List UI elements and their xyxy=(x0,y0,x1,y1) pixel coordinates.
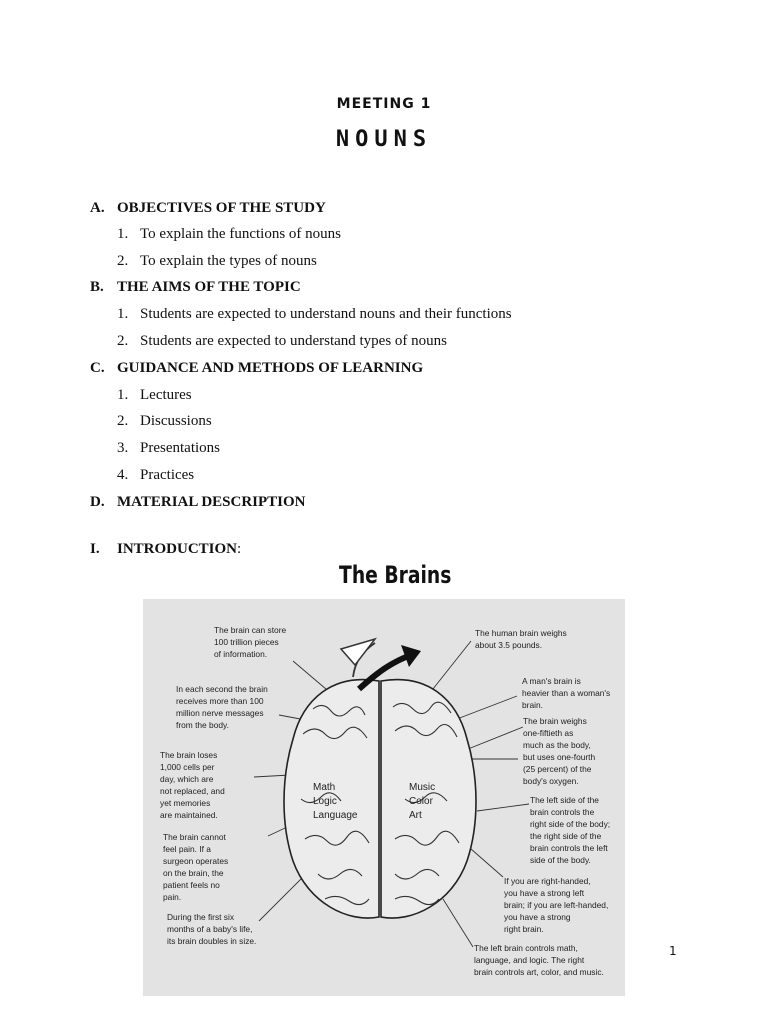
item-number: 3. xyxy=(117,440,129,456)
annotation-second: In each second the brain receives more than 100 million nerve messages from the body. xyxy=(176,684,268,730)
item-number: 2. xyxy=(117,413,129,429)
section-letter: A. xyxy=(90,200,105,216)
section-d-heading xyxy=(90,494,306,511)
list-item xyxy=(117,413,212,430)
item-number: 1. xyxy=(117,387,129,403)
section-title: MATERIAL DESCRIPTION xyxy=(117,494,306,510)
brain-figure xyxy=(143,599,625,996)
section-letter: I. xyxy=(90,541,100,557)
section-i-heading xyxy=(90,541,241,558)
annotation-mans: A man's brain is heavier than a woman's brain. xyxy=(522,676,611,710)
item-text: To explain the types of nouns xyxy=(140,253,317,269)
annotation-handed: If you are right-handed, you have a strong left brain; if you are left-handed, you have a strong right brain. xyxy=(504,876,609,934)
item-number: 1. xyxy=(117,226,129,242)
section-c-heading xyxy=(90,360,423,377)
list-item xyxy=(117,387,192,404)
item-text: Practices xyxy=(140,467,195,483)
list-item xyxy=(117,467,194,484)
right-hemisphere-labels: Music Color Art xyxy=(409,782,436,821)
section-b-heading xyxy=(90,279,301,296)
section-letter: B. xyxy=(90,279,104,295)
section-letter: C. xyxy=(90,360,105,376)
annotation-loses: The brain loses 1,000 cells per day, which are not replaced, and yet memories are maintained. xyxy=(160,750,225,820)
meeting-heading: MEETING 1 xyxy=(336,96,432,112)
item-number: 4. xyxy=(117,467,129,483)
list-item xyxy=(117,440,220,457)
list-item xyxy=(117,253,317,270)
item-text: Students are expected to understand nouns and their functions xyxy=(140,306,512,322)
item-number: 2. xyxy=(117,333,129,349)
item-number: 1. xyxy=(117,306,129,322)
item-text: Presentations xyxy=(140,440,220,456)
annotation-pain: The brain cannot feel pain. If a surgeon operates on the brain, the patient feels no pain. xyxy=(163,832,229,902)
section-a-heading xyxy=(90,200,326,217)
page-title: NOUNS xyxy=(335,127,433,152)
annotation-weighs: The human brain weighs about 3.5 pounds. xyxy=(475,628,567,650)
section-title: OBJECTIVES OF THE STUDY xyxy=(117,200,326,216)
annotation-leftside: The left side of the brain controls the right side of the body; the right side of the brain controls the left side of the body. xyxy=(530,795,611,865)
page-number: 1 xyxy=(669,944,677,958)
annotation-fiftieth: The brain weighs one-fiftieth as much as the body, but uses one-fourth (25 percent) of the body's oxygen. xyxy=(523,716,596,786)
figure-title: The Brains xyxy=(339,561,452,589)
section-letter: D. xyxy=(90,494,105,510)
section-title: INTRODUCTION xyxy=(117,541,238,557)
annotation-store: The brain can store 100 trillion pieces of information. xyxy=(214,625,287,659)
section-title: GUIDANCE AND METHODS OF LEARNING xyxy=(117,360,424,376)
item-text: To explain the functions of nouns xyxy=(140,226,341,242)
list-item xyxy=(117,333,447,350)
item-text: Lectures xyxy=(140,387,192,403)
list-item xyxy=(117,226,341,243)
section-title-colon: : xyxy=(237,541,242,557)
section-title: THE AIMS OF THE TOPIC xyxy=(117,279,301,295)
annotation-leftbrain: The left brain controls math, language, and logic. The right brain controls art, color, and music. xyxy=(474,943,604,977)
annotation-baby: During the first six months of a baby's life, its brain doubles in size. xyxy=(167,912,257,946)
list-item xyxy=(117,306,512,323)
item-number: 2. xyxy=(117,253,129,269)
left-hemisphere-labels: Math Logic Language xyxy=(313,782,358,821)
item-text: Discussions xyxy=(140,413,212,429)
item-text: Students are expected to understand types of nouns xyxy=(140,333,448,349)
